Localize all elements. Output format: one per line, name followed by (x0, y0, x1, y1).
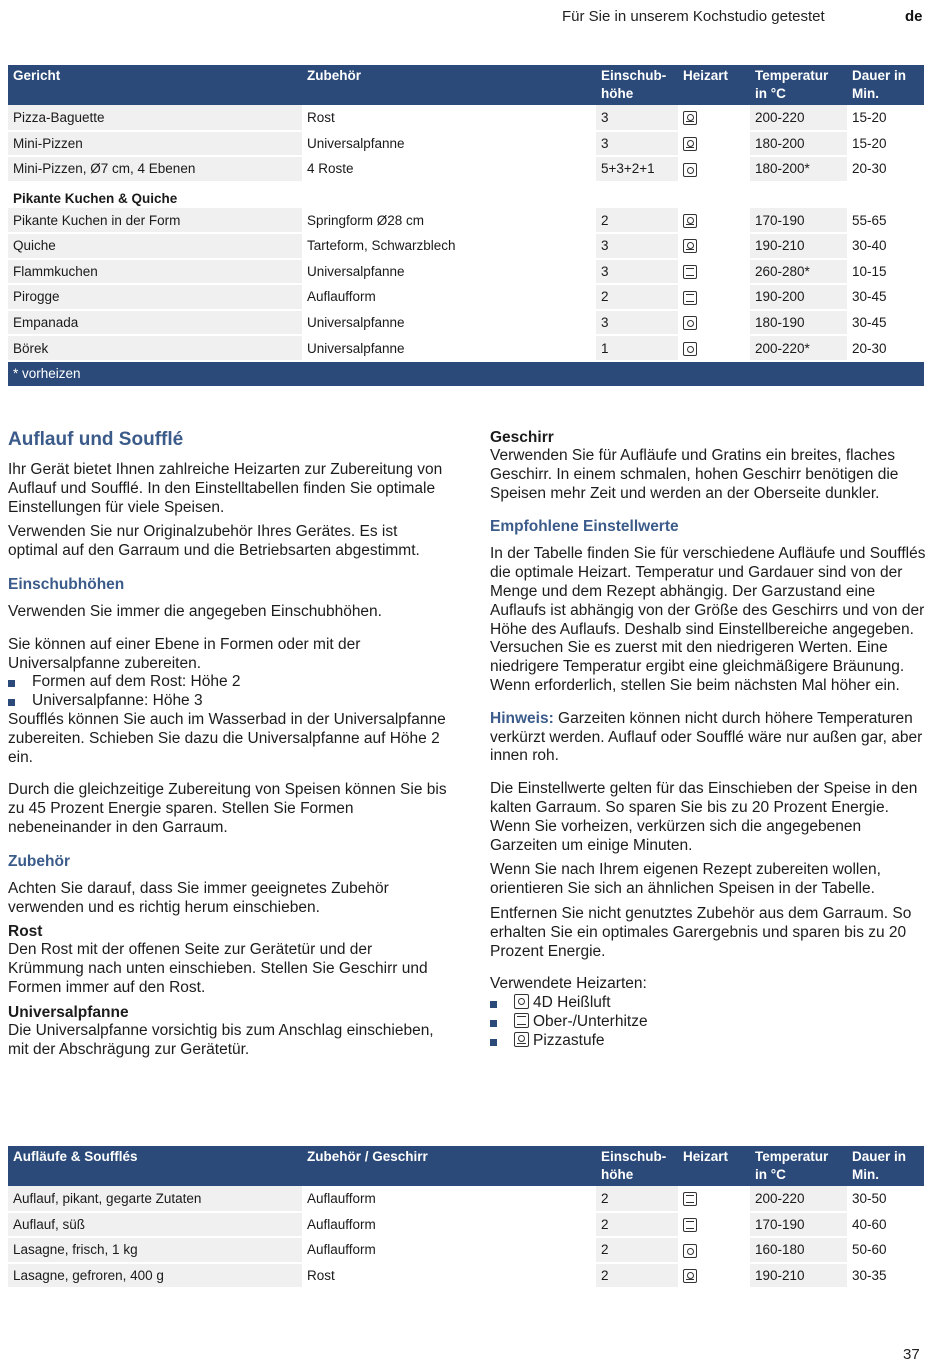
cell-temperature: 190-210 (750, 233, 847, 259)
cell-dish: Quiche (8, 233, 302, 259)
cell-level: 2 (596, 1186, 678, 1212)
section-title-casserole-souffle: Auflauf und Soufflé (8, 429, 184, 450)
table-row (8, 259, 924, 285)
cell-temperature: 190-200 (750, 284, 847, 310)
heading-levels: Einschubhöhen (8, 575, 125, 593)
universal-pan-paragraph: Die Universalpfanne vorsichtig bis zum Anschlag einschieben, mit der Abschrägung zur Gerätetür. (8, 1021, 434, 1058)
cell-heating-mode (678, 310, 750, 336)
table-row (8, 1212, 924, 1238)
running-header-title: Für Sie in unserem Kochstudio getestet (562, 8, 825, 25)
right-column (490, 429, 926, 1051)
list-item: Universalpfanne: Höhe 3 (8, 692, 448, 711)
settings-paragraph: In der Tabelle finden Sie für verschiedene Aufläufe und Soufflés die optimale Heizart. Temperatur und Gardauer sind von der Menge und dem Rezept abhängig. Der Garzustand eine Auflaufs ist abhängig von der Größe des Geschirrs und von der Höhe des Auflaufs. Deshalb sind Einstellbereiche angegeben. Versuchen Sie es zuerst mit den niedrigeren Werten. Eine niedrigere Temperatur ergibt eine gleichmäßigere Bräunung. Wenn erforderlich, stellen Sie beim nächsten Mal höher ein. (490, 545, 926, 694)
list-item: Formen auf dem Rost: Höhe 2 (8, 673, 448, 692)
cell-duration: 55-65 (847, 207, 924, 233)
cell-heating-mode (678, 1263, 750, 1289)
baking-table-pizza-quiche (8, 65, 924, 388)
pizza-setting-icon (514, 1032, 529, 1047)
cell-dish: Lasagne, frisch, 1 kg (8, 1237, 302, 1263)
page-number: 37 (903, 1346, 920, 1363)
cell-heating-mode (678, 335, 750, 361)
table-row (8, 1186, 924, 1212)
cell-duration: 30-45 (847, 284, 924, 310)
accessory-paragraph: Verwenden Sie nur Originalzubehör Ihres Gerätes. Es ist optimal auf den Garraum und die Betriebsarten abgestimmt. (8, 523, 420, 560)
cell-duration: 50-60 (847, 1237, 924, 1263)
section-heading-savory-cakes: Pikante Kuchen & Quiche (8, 182, 924, 208)
cell-level: 2 (596, 284, 678, 310)
cell-heating-mode (678, 156, 750, 182)
list-item (490, 994, 926, 1013)
cell-level: 2 (596, 1263, 678, 1289)
hot-air-4d-icon (683, 163, 697, 177)
heating-modes-list (490, 994, 926, 1050)
heating-modes-intro: Verwendete Heizarten: (490, 975, 647, 993)
cell-accessory: Universalpfanne (302, 310, 596, 336)
cell-accessory: Universalpfanne (302, 259, 596, 285)
cell-accessory: Springform Ø28 cm (302, 207, 596, 233)
cell-accessory: Rost (302, 105, 596, 131)
col-header-dish: Aufläufe & Soufflés (8, 1146, 302, 1186)
heading-accessories: Zubehör (8, 852, 70, 870)
cell-dish: Auflauf, süß (8, 1212, 302, 1238)
table-row (8, 335, 924, 361)
cell-heating-mode (678, 207, 750, 233)
cell-accessory: Auflaufform (302, 1186, 596, 1212)
cell-temperature: 180-200* (750, 156, 847, 182)
cell-level: 2 (596, 1237, 678, 1263)
table-row (8, 207, 924, 233)
cell-accessory: Auflaufform (302, 1237, 596, 1263)
cell-accessory: 4 Roste (302, 156, 596, 182)
cell-duration: 20-30 (847, 335, 924, 361)
heading-universal-pan: Universalpfanne (8, 1003, 129, 1021)
intro-paragraph: Ihr Gerät bietet Ihnen zahlreiche Heizarten zur Zubereitung von Auflauf und Soufflé. In den Einstelltabellen finden Sie optimale Einstellungen für viele Speisen. (8, 461, 443, 516)
table-header-row (8, 1146, 924, 1186)
cell-temperature: 160-180 (750, 1237, 847, 1263)
top-bottom-heat-icon (683, 265, 697, 279)
cell-level: 5+3+2+1 (596, 156, 678, 182)
cell-temperature: 260-280* (750, 259, 847, 285)
cell-dish: Mini-Pizzen (8, 131, 302, 157)
cell-heating-mode (678, 259, 750, 285)
accessories-paragraph: Achten Sie darauf, dass Sie immer geeignetes Zubehör verwenden und es richtig herum einschieben. (8, 879, 389, 916)
cell-heating-mode (678, 1212, 750, 1238)
one-level-paragraph: Sie können auf einer Ebene in Formen oder mit der Universalpfanne zubereiten. (8, 635, 361, 672)
casserole-souffle-table (8, 1146, 924, 1289)
heading-recommended-settings: Empfohlene Einstellwerte (490, 518, 679, 536)
cell-duration: 40-60 (847, 1212, 924, 1238)
note-label: Hinweis: (490, 709, 554, 727)
col-header-level: Einschub- höhe (596, 65, 678, 105)
table-row (8, 105, 924, 131)
hot-air-4d-icon (683, 316, 697, 330)
col-header-heating-mode: Heizart (678, 65, 750, 105)
cell-heating-mode (678, 233, 750, 259)
energy-paragraph: Durch die gleichzeitige Zubereitung von Speisen können Sie bis zu 45 Prozent Energie sparen. Stellen Sie Formen nebeneinander in den Garraum. (8, 781, 447, 836)
dishes-paragraph: Verwenden Sie für Aufläufe und Gratins ein breites, flaches Geschirr. In einem schmalen, hohen Geschirr benötigen die Speisen mehr Zeit und werden an der Oberseite dunkler. (490, 447, 899, 502)
cell-duration: 30-50 (847, 1186, 924, 1212)
col-header-accessory: Zubehör (302, 65, 596, 105)
cell-heating-mode (678, 1237, 750, 1263)
top-bottom-heat-icon (683, 291, 697, 305)
pizza-setting-icon (683, 1269, 697, 1283)
cold-oven-paragraph: Die Einstellwerte gelten für das Einschieben der Speise in den kalten Garraum. So sparen Sie bis zu 20 Prozent Energie. Wenn Sie vorheizen, verkürzen sich die angegebenen Garzeiten um einige Minuten. (490, 780, 918, 854)
cell-temperature: 200-220 (750, 1186, 847, 1212)
cell-accessory: Universalpfanne (302, 131, 596, 157)
cell-duration: 10-15 (847, 259, 924, 285)
water-bath-paragraph: Soufflés können Sie auch im Wasserbad in der Universalpfanne zubereiten. Schieben Sie dazu die Universalpfanne auf Höhe 2 ein. (8, 710, 446, 766)
levels-paragraph: Verwenden Sie immer die angegeben Einschubhöhen. (8, 602, 382, 620)
cell-heating-mode (678, 1186, 750, 1212)
level-bullet-list (8, 673, 448, 711)
cell-duration: 15-20 (847, 105, 924, 131)
cell-level: 3 (596, 233, 678, 259)
cell-temperature: 200-220 (750, 105, 847, 131)
col-header-duration: Dauer in Min. (847, 65, 924, 105)
mode-label: Ober-/Unterhitze (533, 1012, 648, 1030)
table-header-row (8, 65, 924, 105)
footnote-preheat: * vorheizen (8, 361, 924, 387)
cell-level: 2 (596, 207, 678, 233)
rack-paragraph: Den Rost mit der offenen Seite zur Gerätetür und der Krümmung nach unten einschieben. Stellen Sie Geschirr und Formen immer auf den Rost. (8, 941, 428, 996)
cell-level: 3 (596, 105, 678, 131)
cell-accessory: Auflaufform (302, 1212, 596, 1238)
cell-dish: Mini-Pizzen, Ø7 cm, 4 Ebenen (8, 156, 302, 182)
cell-dish: Auflauf, pikant, gegarte Zutaten (8, 1186, 302, 1212)
table-row (8, 1263, 924, 1289)
cell-level: 3 (596, 259, 678, 285)
cell-accessory: Rost (302, 1263, 596, 1289)
cell-temperature: 200-220* (750, 335, 847, 361)
cell-temperature: 170-190 (750, 207, 847, 233)
pizza-setting-icon (683, 214, 697, 228)
col-header-duration: Dauer in Min. (847, 1146, 924, 1186)
note-paragraph (490, 710, 926, 766)
cell-level: 2 (596, 1212, 678, 1238)
table-section-row (8, 182, 924, 208)
table-row (8, 1237, 924, 1263)
table-footnote-row (8, 361, 924, 387)
cell-dish: Pikante Kuchen in der Form (8, 207, 302, 233)
pizza-setting-icon (683, 137, 697, 151)
col-header-dish: Gericht (8, 65, 302, 105)
cell-duration: 30-45 (847, 310, 924, 336)
language-code: de (905, 8, 923, 25)
pizza-setting-icon (683, 111, 697, 125)
cell-dish: Börek (8, 335, 302, 361)
col-header-accessory: Zubehör / Geschirr (302, 1146, 596, 1186)
cell-heating-mode (678, 131, 750, 157)
table-row (8, 284, 924, 310)
cell-accessory: Tarteform, Schwarzblech (302, 233, 596, 259)
table-row (8, 156, 924, 182)
cell-accessory: Universalpfanne (302, 335, 596, 361)
own-recipe-paragraph: Wenn Sie nach Ihrem eigenen Rezept zubereiten wollen, orientieren Sie sich an ähnlichen Speisen in der Tabelle. (490, 861, 881, 898)
cell-level: 3 (596, 310, 678, 336)
cell-temperature: 170-190 (750, 1212, 847, 1238)
list-item (490, 1032, 926, 1051)
table-row (8, 233, 924, 259)
cell-heating-mode (678, 105, 750, 131)
cell-level: 1 (596, 335, 678, 361)
heading-dishes: Geschirr (490, 429, 554, 446)
top-bottom-heat-icon (683, 1192, 697, 1206)
top-bottom-heat-icon (514, 1013, 529, 1028)
remove-accessory-paragraph: Entfernen Sie nicht genutztes Zubehör aus dem Garraum. So erhalten Sie ein optimales Garergebnis und sparen bis zu 20 Prozent Energie. (490, 904, 912, 960)
cell-accessory: Auflaufform (302, 284, 596, 310)
col-header-level: Einschub- höhe (596, 1146, 678, 1186)
pizza-setting-icon (683, 239, 697, 253)
mode-label: 4D Heißluft (533, 994, 611, 1012)
cell-temperature: 190-210 (750, 1263, 847, 1289)
cell-duration: 15-20 (847, 131, 924, 157)
cell-duration: 20-30 (847, 156, 924, 182)
note-text: Garzeiten können nicht durch höhere Temperaturen verkürzt werden. Auflauf oder Soufflé wäre nur außen gar, aber innen roh. (490, 709, 923, 765)
cell-dish: Flammkuchen (8, 259, 302, 285)
cell-temperature: 180-190 (750, 310, 847, 336)
hot-air-4d-icon (683, 1244, 697, 1258)
table-row (8, 310, 924, 336)
table-row (8, 131, 924, 157)
cell-duration: 30-40 (847, 233, 924, 259)
hot-air-4d-icon (514, 994, 529, 1009)
cell-dish: Lasagne, gefroren, 400 g (8, 1263, 302, 1289)
cell-dish: Empanada (8, 310, 302, 336)
list-item (490, 1013, 926, 1032)
heading-rack: Rost (8, 923, 43, 941)
col-header-temperature: Temperatur in °C (750, 1146, 847, 1186)
hot-air-4d-icon (683, 342, 697, 356)
col-header-temperature: Temperatur in °C (750, 65, 847, 105)
cell-duration: 30-35 (847, 1263, 924, 1289)
cell-dish: Pirogge (8, 284, 302, 310)
cell-level: 3 (596, 131, 678, 157)
mode-label: Pizzastufe (533, 1031, 605, 1049)
top-bottom-heat-icon (683, 1218, 697, 1232)
left-column (8, 428, 448, 1065)
col-header-heating-mode: Heizart (678, 1146, 750, 1186)
cell-temperature: 180-200 (750, 131, 847, 157)
cell-dish: Pizza-Baguette (8, 105, 302, 131)
cell-heating-mode (678, 284, 750, 310)
